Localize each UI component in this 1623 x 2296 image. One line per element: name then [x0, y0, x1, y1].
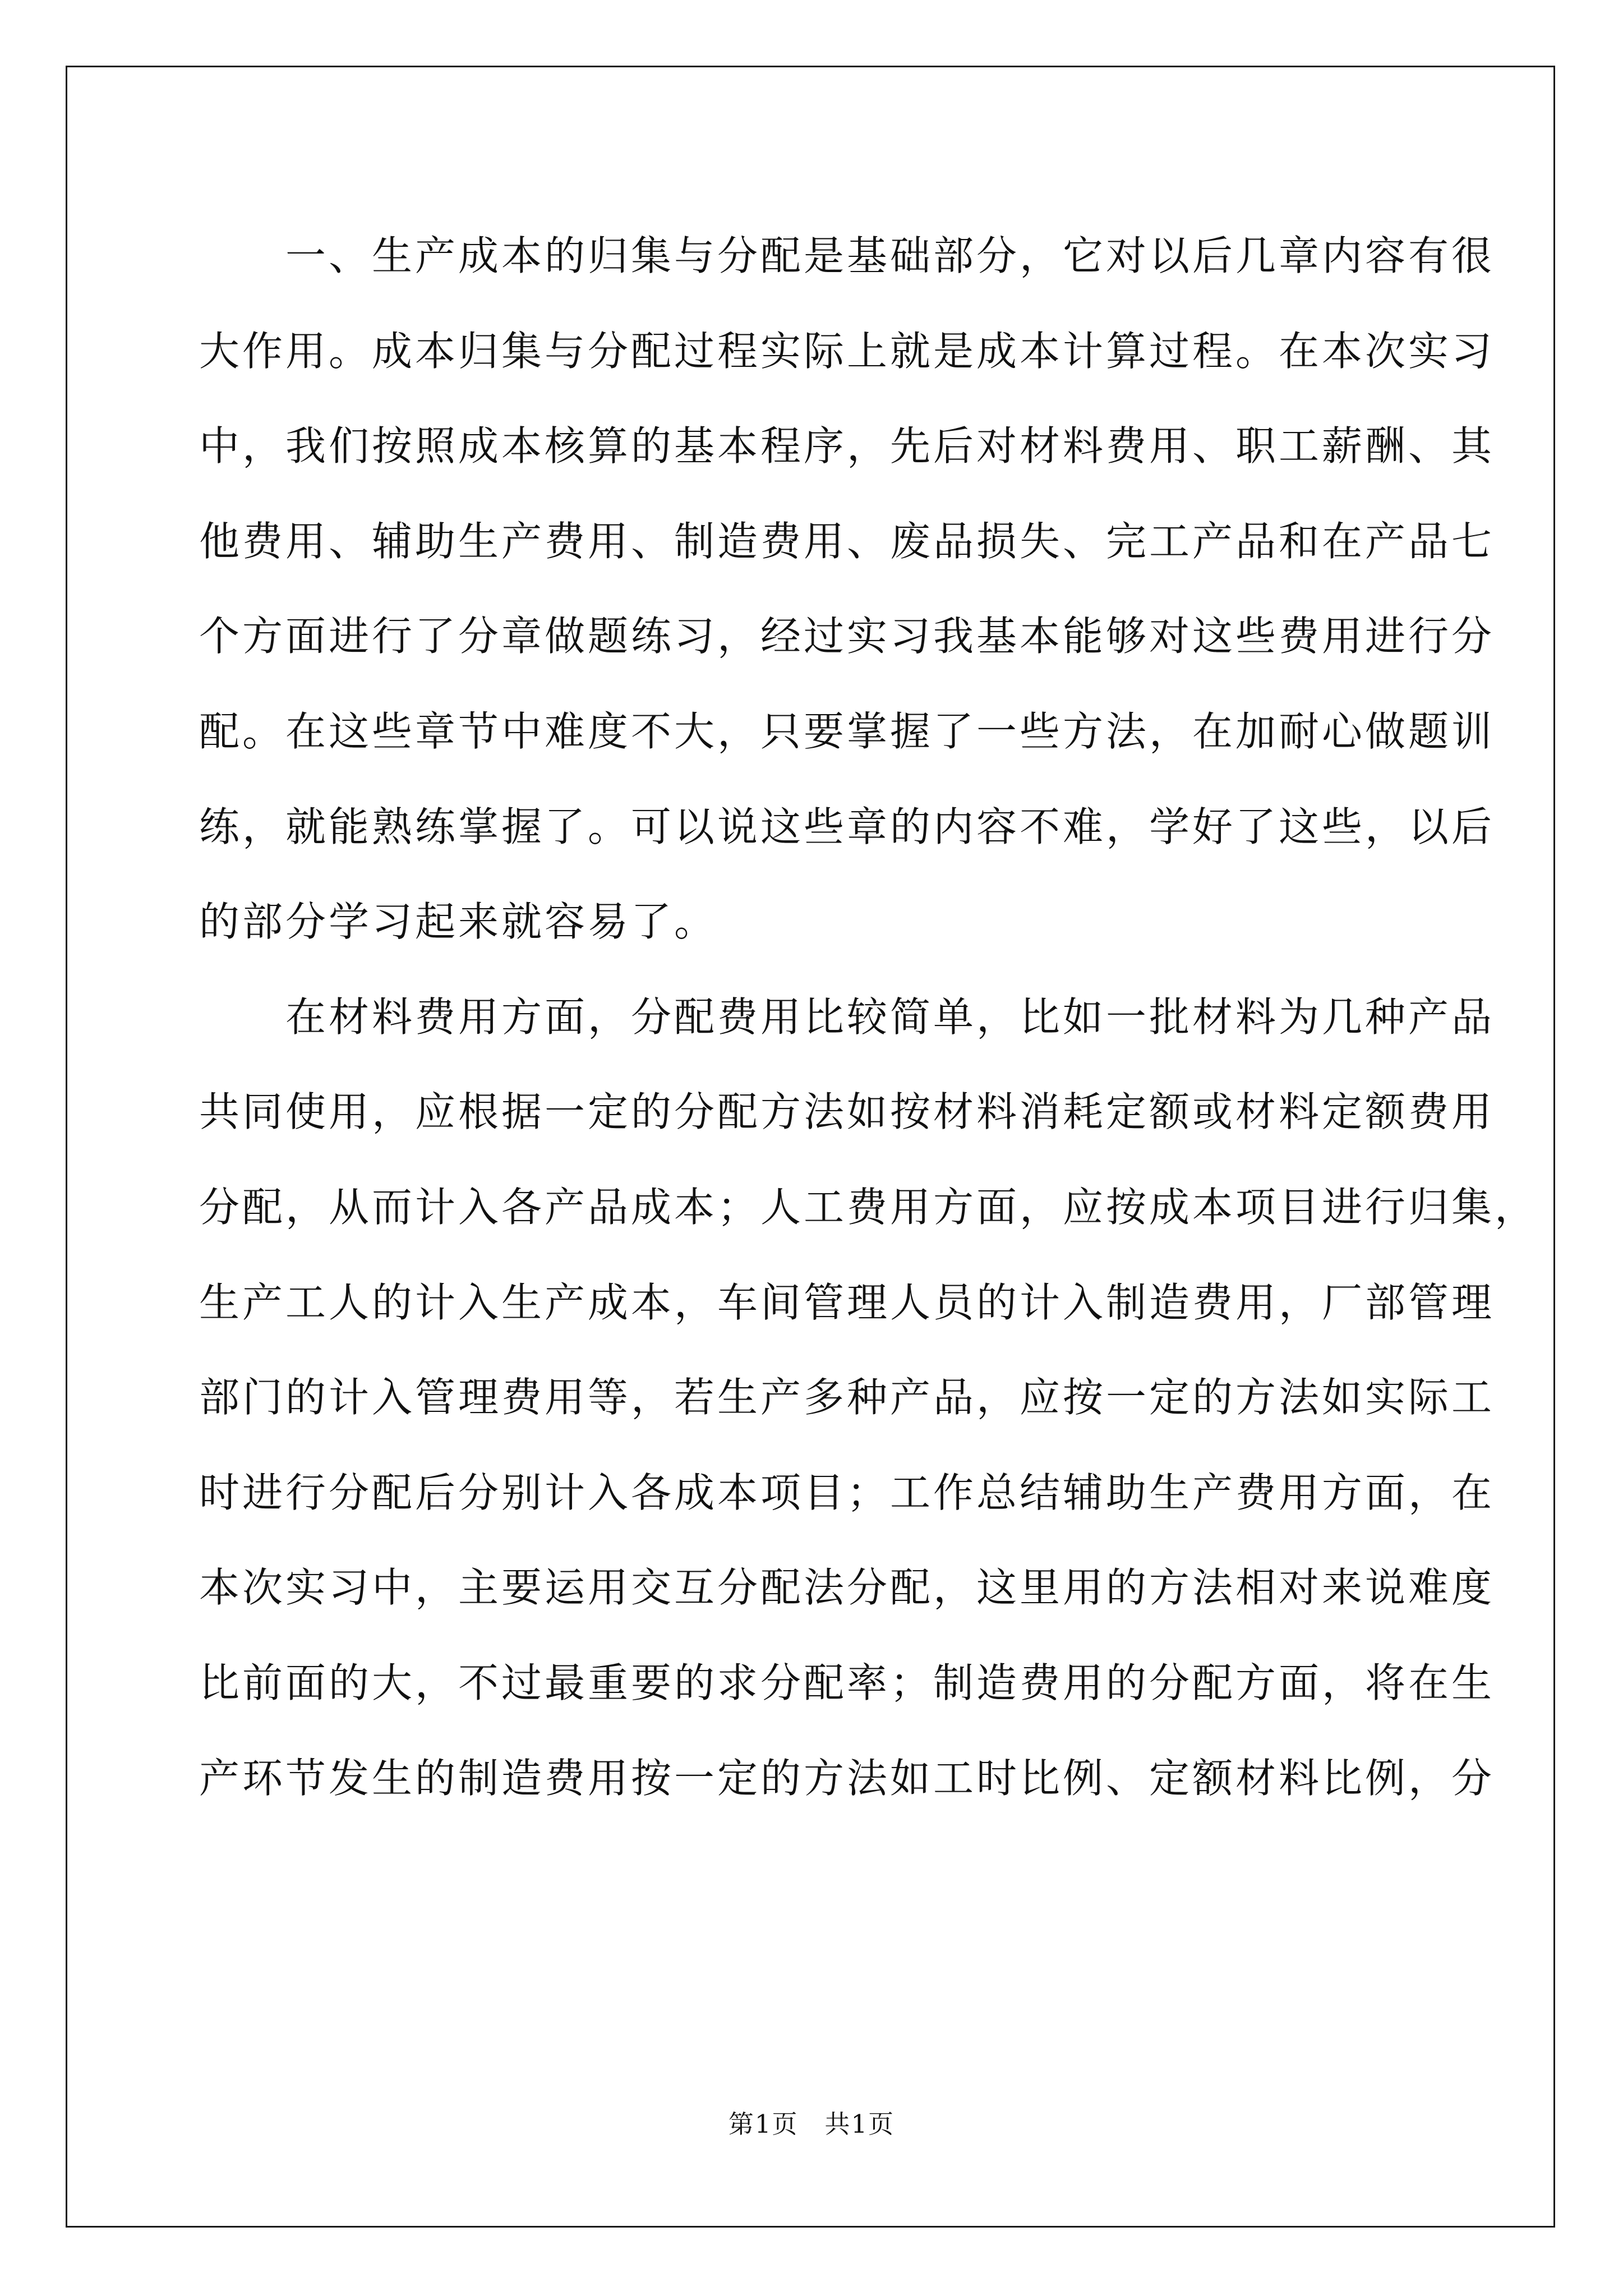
text-line: 比前面的大，不过最重要的求分配率；制造费用的分配方面，将在生 — [199, 1659, 1495, 1706]
text-line: 本次实习中，主要运用交互分配法分配，这里用的方法相对来说难度 — [199, 1564, 1495, 1612]
text-line: 部门的计入管理费用等，若生产多种产品，应按一定的方法如实际工 — [199, 1374, 1495, 1421]
text-line: 分配，从而计入各产品成本；人工费用方面，应按成本项目进行归集， — [199, 1183, 1538, 1231]
document-body — [199, 209, 1538, 1826]
page-footer: 第1页 共1页 — [728, 2109, 895, 2139]
paragraph-2 — [199, 970, 1538, 1826]
text-line: 产环节发生的制造费用按一定的方法如工时比例、定额材料比例，分 — [199, 1754, 1495, 1802]
text-line: 中，我们按照成本核算的基本程序，先后对材料费用、职工薪酬、其 — [199, 422, 1495, 470]
text-line: 一、生产成本的归集与分配是基础部分，它对以后几章内容有很 — [199, 232, 1495, 279]
text-line: 在材料费用方面，分配费用比较简单，比如一批材料为几种产品 — [199, 993, 1495, 1041]
text-line: 时进行分配后分别计入各成本项目；工作总结辅助生产费用方面，在 — [199, 1469, 1495, 1516]
text-line: 共同使用，应根据一定的分配方法如按材料消耗定额或材料定额费用 — [199, 1088, 1495, 1136]
text-line-last: 的部分学习起来就容易了。 — [199, 898, 718, 946]
text-line: 练，就能熟练掌握了。可以说这些章的内容不难，学好了这些，以后 — [199, 803, 1495, 850]
text-line: 大作用。成本归集与分配过程实际上就是成本计算过程。在本次实习 — [199, 327, 1495, 375]
text-line: 个方面进行了分章做题练习，经过实习我基本能够对这些费用进行分 — [199, 613, 1495, 660]
text-line: 他费用、辅助生产费用、制造费用、废品损失、完工产品和在产品七 — [199, 517, 1495, 565]
text-line: 配。在这些章节中难度不大，只要掌握了一些方法，在加耐心做题训 — [199, 707, 1495, 755]
text-line: 生产工人的计入生产成本，车间管理人员的计入制造费用，厂部管理 — [199, 1278, 1495, 1326]
paragraph-1 — [199, 209, 1495, 970]
